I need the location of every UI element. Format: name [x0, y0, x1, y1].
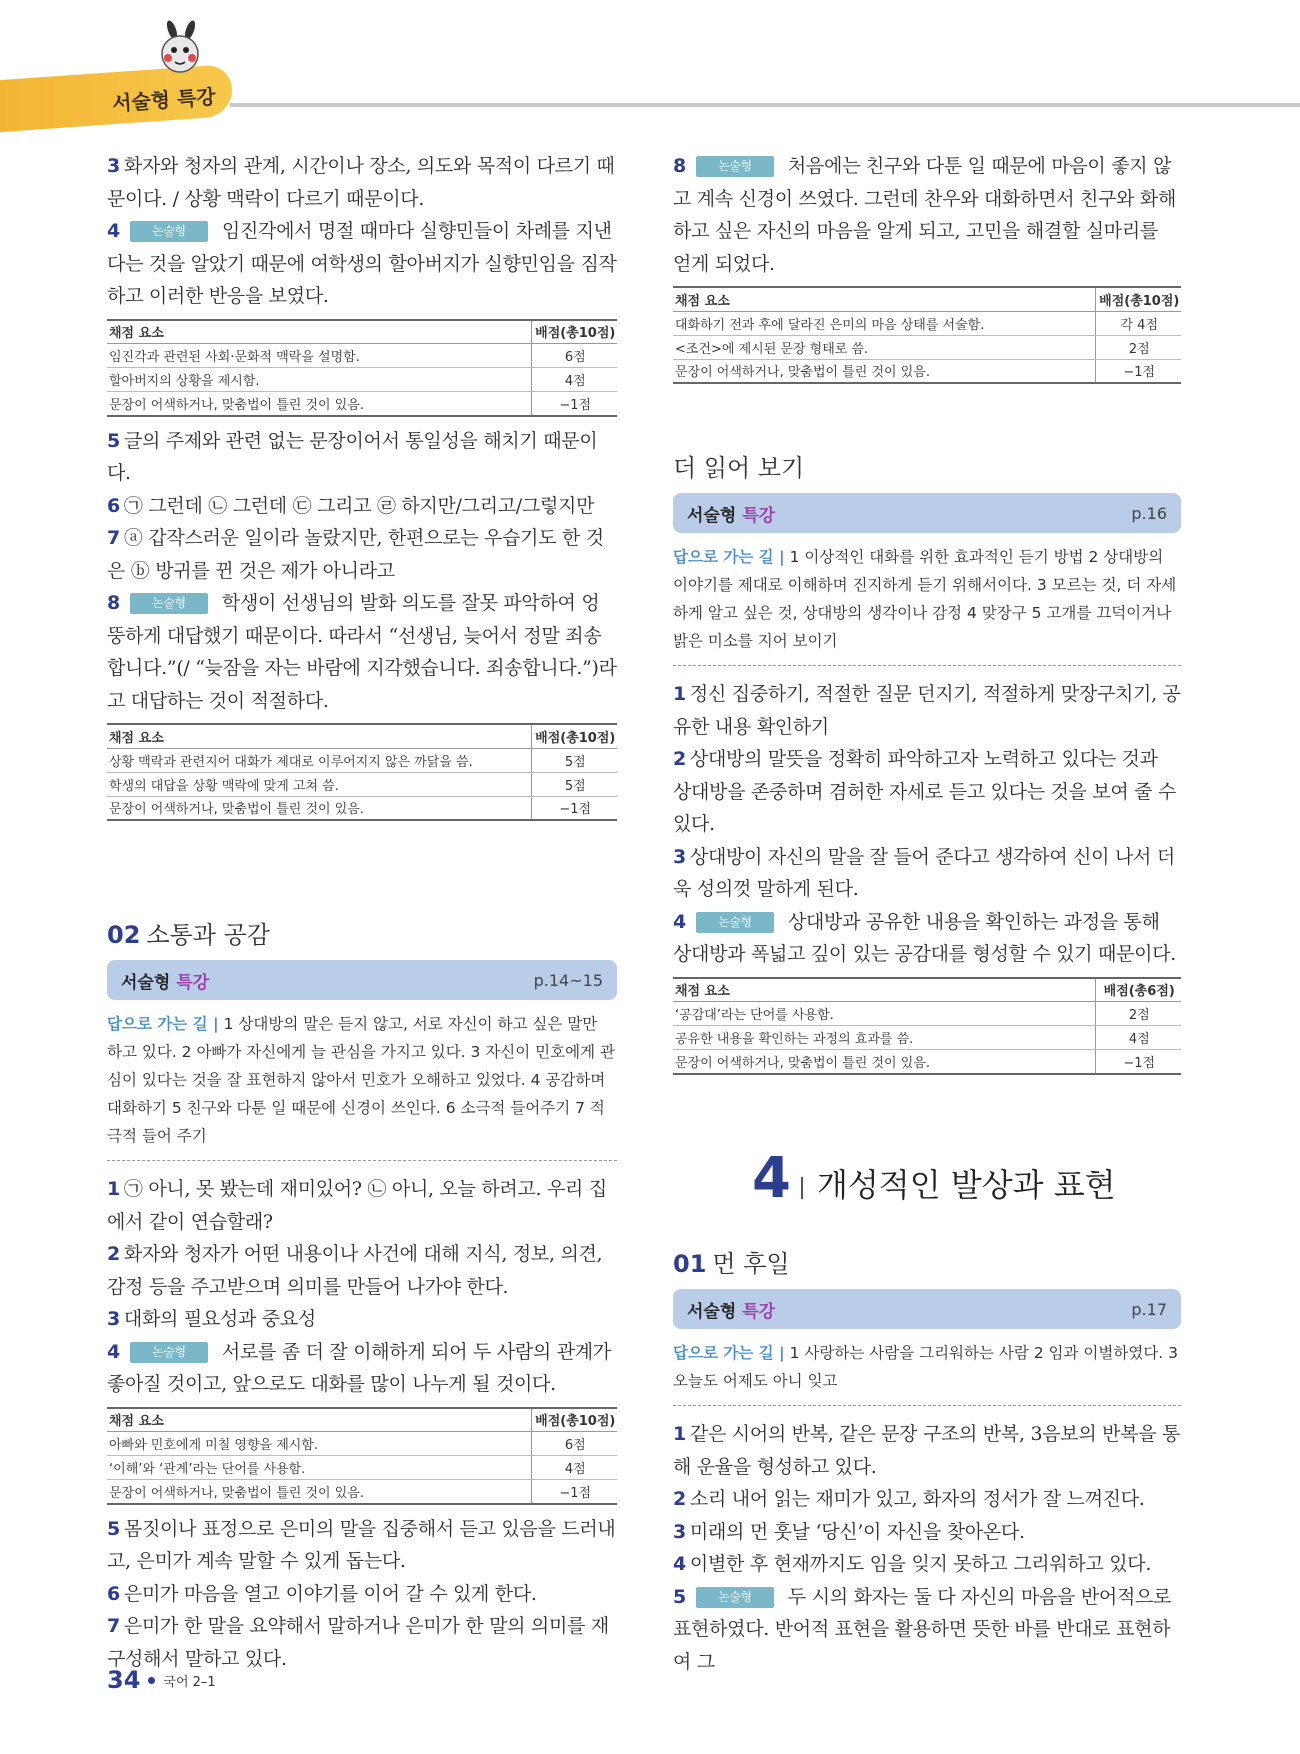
table-row: 상황 맥락과 관련지어 대화가 제대로 이루어지지 않은 까닭을 씀. 5점: [107, 748, 617, 772]
scoring-table: 채점 요소 배점(총10점) 대화하기 전과 후에 달라진 은미의 마음 상태를 서술함. 각 4점 <조건>에 제시된 문장 형태로 씀. 2점 문장이 어색하거나, 맞춤법이 틀린 것이 있음. −1점: [673, 286, 1181, 384]
header-rule: [230, 103, 1300, 107]
answer-7: 7 은미가 한 말을 요약해서 말하거나 은미가 한 말의 의미를 재구성해서 말하고 있다.: [107, 1615, 609, 1670]
book-title: 국어 2–1: [163, 1674, 216, 1690]
answer-4: 4 논술형 상대방과 공유한 내용을 확인하는 과정을 통해 상대방과 폭넓고 깊이 있는 공감대를 형성할 수 있기 때문이다.: [673, 910, 1177, 965]
table-row: ‘이해’와 ‘관계’라는 단어를 사용함. 4점: [107, 1456, 617, 1480]
scoring-table: 채점 요소 배점(총10점) 상황 맥락과 관련지어 대화가 제대로 이루어지지 않은 까닭을 씀. 5점 학생의 대답을 상황 맥락에 맞게 고쳐 씀. 5점 문장이 어색하거나, 맞춤법이 틀린 것이 있음. −1점: [107, 723, 617, 821]
answer-guide: 답으로 가는 길 | 1 이상적인 대화를 위한 효과적인 듣기 방법 2 상대방의 이야기를 제대로 이해하며 진지하게 듣기 위해서이다. 3 모르는 것, 더 자세하게 알고 싶은 것, 상대방의 생각이나 감정 4 맞장구 5 고개를 끄덕이거나 밝은 미소를 지어 보이기: [673, 543, 1181, 666]
table-row: 임진각과 관련된 사회·문화적 맥락을 설명함. 6점: [107, 344, 617, 368]
scoring-table: 채점 요소 배점(총10점) 아빠와 민호에게 미칠 영향을 제시함. 6점 ‘이해’와 ‘관계’라는 단어를 사용함. 4점 문장이 어색하거나, 맞춤법이 틀린 것이 있음. −1점: [107, 1407, 617, 1505]
table-row: 대화하기 전과 후에 달라진 은미의 마음 상태를 서술함. 각 4점: [673, 311, 1181, 335]
scoring-table: 채점 요소 배점(총6점) ‘공감대’라는 단어를 사용함. 2점 공유한 내용을 확인하는 과정의 효과를 씀. 4점 문장이 어색하거나, 맞춤법이 틀린 것이 있음. −1점: [673, 977, 1181, 1075]
section-heading: 02 소통과 공감: [107, 921, 270, 949]
table-row: 문장이 어색하거나, 맞춤법이 틀린 것이 있음. −1점: [673, 359, 1181, 383]
section-bar: 서술형 특강 p.16: [673, 493, 1181, 533]
answer-5: 5 글의 주제와 관련 없는 문장이어서 통일성을 해치기 때문이다.: [107, 429, 598, 484]
chapter-divider: [801, 1177, 803, 1199]
table-row: 할아버지의 상황을 제시함. 4점: [107, 368, 617, 392]
answer-6: 6 ㉠ 그런데 ㉡ 그런데 ㉢ 그리고 ㉣ 하지만/그리고/그렇지만: [107, 494, 595, 517]
right-column: [673, 150, 1181, 1083]
chapter-title: 개성적인 발상과 표현: [816, 1165, 1116, 1204]
left-column: [107, 150, 617, 1675]
essay-badge: 논술형: [696, 156, 774, 177]
answer-4: 4 논술형 서로를 좀 더 잘 이해하게 되어 두 사람의 관계가 좋아질 것이고, 앞으로도 대화를 많이 나누게 될 것이다.: [107, 1340, 611, 1395]
answer-3: 3 미래의 먼 훗날 ‘당신’이 자신을 찾아온다.: [673, 1520, 1025, 1543]
essay-badge: 논술형: [130, 593, 208, 614]
essay-badge: 논술형: [696, 912, 774, 933]
answer-8: 8 논술형 학생이 선생님의 발화 의도를 잘못 파악하여 엉뚱하게 대답했기 때문이다. 따라서 “선생님, 늦어서 정말 죄송합니다.”(/ “늦잠을 자는 바람에 지각했습니다. 죄송합니다.”)라고 대답하는 것이 적절하다.: [107, 592, 617, 712]
answer-4: 4 이별한 후 현재까지도 임을 잊지 못하고 그리워하고 있다.: [673, 1553, 1152, 1575]
answer-3: 3 화자와 청자의 관계, 시간이나 장소, 의도와 목적이 다르기 때문이다. / 상황 맥락이 다르기 때문이다.: [107, 155, 615, 210]
page-ref: p.16: [1131, 503, 1167, 523]
answer-guide: 답으로 가는 길 | 1 상대방의 말은 듣지 않고, 서로 자신이 하고 싶은 말만 하고 있다. 2 아빠가 자신에게 늘 관심을 가지고 있다. 3 자신이 민호에게 관심이 있다는 것을 잘 표현하지 않아서 민호가 오해하고 있었다. 4 공감하며 대화하기 5 친구와 다툰 일 때문에 신경이 쓰인다. 6 소극적 들어주기 7 적극적 들어 주기: [107, 1010, 617, 1161]
table-row: ‘공감대’라는 단어를 사용함. 2점: [673, 1002, 1181, 1026]
essay-badge: 논술형: [696, 1587, 774, 1608]
answer-2: 2 소리 내어 읽는 재미가 있고, 화자의 정서가 잘 느껴진다.: [673, 1488, 1145, 1510]
answer-1: 1 ㉠ 아니, 못 봤는데 재미있어? ㉡ 아니, 오늘 하려고. 우리 집에서 같이 연습할래?: [107, 1178, 607, 1233]
table-row: 아빠와 민호에게 미칠 영향을 제시함. 6점: [107, 1432, 617, 1456]
answer-7: 7 ⓐ 갑작스러운 일이라 놀랐지만, 한편으로는 우습기도 한 것은 ⓑ 방귀를 뀐 것은 제가 아니라고: [107, 527, 604, 582]
table-row: <조건>에 제시된 문장 형태로 씀. 2점: [673, 335, 1181, 359]
scoring-table: 채점 요소 배점(총10점) 임진각과 관련된 사회·문화적 맥락을 설명함. 6점 할아버지의 상황을 제시함. 4점 문장이 어색하거나, 맞춤법이 틀린 것이 있음. −1점: [107, 319, 617, 417]
table-row: 문장이 어색하거나, 맞춤법이 틀린 것이 있음. −1점: [107, 1480, 617, 1504]
page-footer: [107, 1666, 216, 1694]
answer-2: 2 상대방의 말뜻을 정확히 파악하고자 노력하고 있다는 것과 상대방을 존중하며 겸허한 자세로 듣고 있다는 것을 보여 줄 수 있다.: [673, 748, 1177, 835]
section-heading: 더 읽어 보기: [673, 454, 805, 482]
chapter-number: 4: [752, 1146, 791, 1211]
section-bar: 서술형 특강 p.14~15: [107, 960, 617, 1000]
page-ref: p.14~15: [533, 970, 603, 990]
page-number: 34: [107, 1666, 141, 1694]
answer-5: 5 논술형 두 시의 화자는 둘 다 자신의 마음을 반어적으로 표현하였다. 반어적 표현을 활용하면 뜻한 바를 반대로 표현하여 그: [673, 1585, 1172, 1673]
answer-2: 2 화자와 청자가 어떤 내용이나 사건에 대해 지식, 정보, 의견, 감정 등을 주고받으며 의미를 만들어 나가야 한다.: [107, 1243, 603, 1298]
bullet-icon: [148, 1677, 155, 1684]
page-ref: p.17: [1131, 1299, 1167, 1319]
mascot-icon: [150, 20, 210, 80]
answer-3: 3 상대방이 자신의 말을 잘 들어 준다고 생각하여 신이 나서 더욱 성의껏 말하게 된다.: [673, 845, 1175, 900]
answer-5: 5 몸짓이나 표정으로 은미의 말을 집중해서 듣고 있음을 드러내고, 은미가 계속 말할 수 있게 돕는다.: [107, 1517, 616, 1572]
answer-1: 1 같은 시어의 반복, 같은 문장 구조의 반복, 3음보의 반복을 통해 운율을 형성하고 있다.: [673, 1423, 1181, 1478]
essay-badge: 논술형: [130, 1342, 208, 1363]
section-heading: 01 먼 후일: [673, 1250, 790, 1278]
answer-3: 3 대화의 필요성과 중요성: [107, 1308, 316, 1330]
page-header: [0, 0, 1300, 130]
answer-1: 1 정신 집중하기, 적절한 질문 던지기, 적절하게 맞장구치기, 공유한 내용 확인하기: [673, 683, 1181, 738]
table-row: 문장이 어색하거나, 맞춤법이 틀린 것이 있음. −1점: [107, 392, 617, 416]
table-row: 공유한 내용을 확인하는 과정의 효과를 씀. 4점: [673, 1026, 1181, 1050]
table-row: 문장이 어색하거나, 맞춤법이 틀린 것이 있음. −1점: [673, 1050, 1181, 1074]
essay-badge: 논술형: [130, 221, 208, 242]
table-row: 문장이 어색하거나, 맞춤법이 틀린 것이 있음. −1점: [107, 796, 617, 820]
header-banner-label: 서술형 특강: [111, 84, 217, 116]
answer-6: 6 은미가 마음을 열고 이야기를 이어 갈 수 있게 한다.: [107, 1582, 537, 1605]
right-column-lower: [673, 1244, 1181, 1678]
section-bar: 서술형 특강 p.17: [673, 1289, 1181, 1329]
chapter-heading: [752, 1146, 1116, 1211]
answer-8: 8 논술형 처음에는 친구와 다툰 일 때문에 마음이 좋지 않고 계속 신경이 쓰였다. 그런데 찬우와 대화하면서 친구와 화해하고 싶은 자신의 마음을 알게 되고, 고민을 해결할 실마리를 얻게 되었다.: [673, 155, 1177, 275]
answer-4: 4 논술형 임진각에서 명절 때마다 실향민들이 차례를 지낸다는 것을 알았기 때문에 여학생의 할아버지가 실향민임을 짐작하고 이러한 반응을 보였다.: [107, 220, 617, 307]
answer-guide: 답으로 가는 길 | 1 사랑하는 사람을 그리워하는 사람 2 임과 이별하였다. 3 오늘도 어제도 아니 잊고: [673, 1339, 1181, 1406]
table-row: 학생의 대답을 상황 맥락에 맞게 고쳐 씀. 5점: [107, 772, 617, 796]
